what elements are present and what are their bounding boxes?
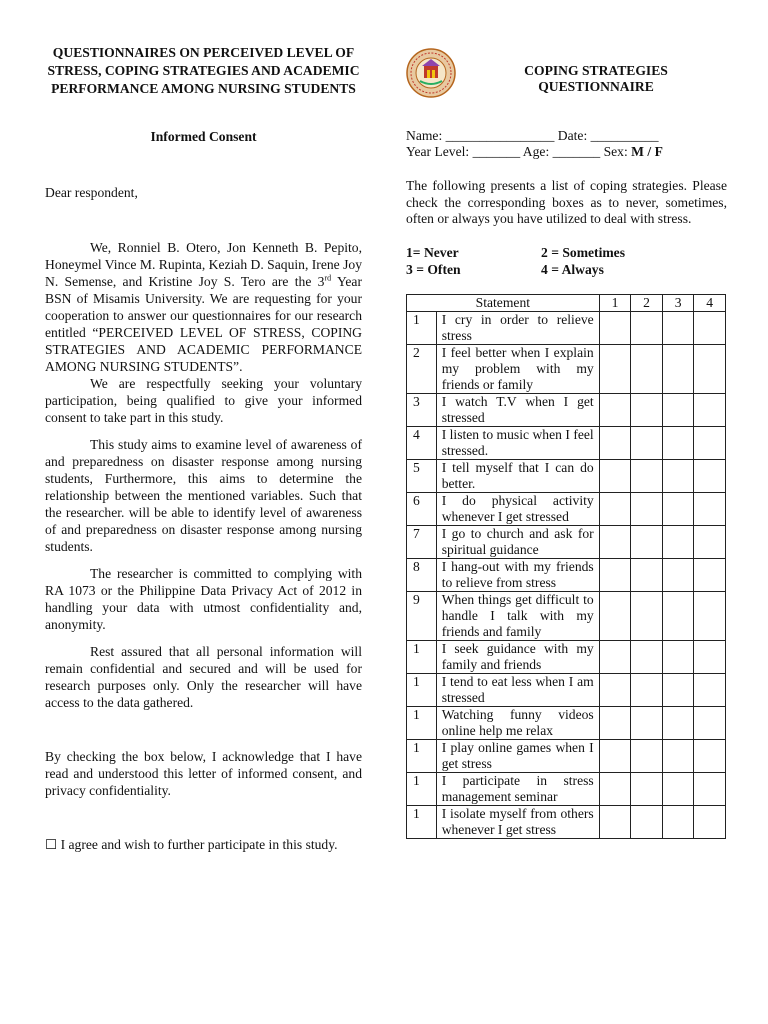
row-statement: I feel better when I explain my problem with my friends or family [436, 344, 599, 393]
rating-cell-4[interactable] [694, 311, 726, 344]
header-statement: Statement [407, 294, 600, 311]
rating-cell-1[interactable] [599, 640, 631, 673]
row-number: 3 [407, 393, 437, 426]
rating-cell-2[interactable] [631, 426, 663, 459]
row-statement: I participate in stress management seminar [436, 772, 599, 805]
p1-superscript: rd [324, 273, 332, 283]
row-statement: I go to church and ask for spiritual guidance [436, 525, 599, 558]
rating-cell-4[interactable] [694, 393, 726, 426]
row-statement: I tell myself that I can do better. [436, 459, 599, 492]
rating-cell-2[interactable] [631, 558, 663, 591]
rating-cell-2[interactable] [631, 673, 663, 706]
rating-cell-2[interactable] [631, 344, 663, 393]
rating-cell-1[interactable] [599, 772, 631, 805]
rating-cell-2[interactable] [631, 591, 663, 640]
rating-cell-4[interactable] [694, 739, 726, 772]
rating-cell-3[interactable] [662, 525, 694, 558]
row-statement: I listen to music when I feel stressed. [436, 426, 599, 459]
row-statement: I hang-out with my friends to relieve from stress [436, 558, 599, 591]
questionnaire-header [406, 48, 727, 108]
row-statement: When things get difficult to handle I talk with my friends and family [436, 591, 599, 640]
row-statement: Watching funny videos online help me relax [436, 706, 599, 739]
row-statement: I seek guidance with my family and friends [436, 640, 599, 673]
rating-cell-3[interactable] [662, 706, 694, 739]
table-row [407, 805, 726, 838]
questionnaire-title-line-2: QUESTIONNAIRE [538, 79, 654, 94]
rating-cell-3[interactable] [662, 558, 694, 591]
row-number: 6 [407, 492, 437, 525]
row-number: 1 [407, 311, 437, 344]
rating-cell-4[interactable] [694, 640, 726, 673]
agree-label: I agree and wish to further participate in this study. [57, 837, 338, 852]
agree-checkbox[interactable]: ☐ [45, 837, 58, 852]
header-4: 4 [694, 294, 726, 311]
table-row [407, 673, 726, 706]
sex-options[interactable]: M / F [631, 144, 663, 159]
questionnaire-column [406, 48, 727, 839]
row-number: 8 [407, 558, 437, 591]
rating-cell-4[interactable] [694, 525, 726, 558]
rating-cell-3[interactable] [662, 344, 694, 393]
row-number: 1 [407, 772, 437, 805]
rating-cell-3[interactable] [662, 393, 694, 426]
coping-strategies-table [406, 294, 726, 839]
consent-paragraph-5: Rest assured that all personal information will remain confidential and secured and will be used for research purposes only. Only the researcher will have access to the data gathered. [45, 644, 362, 710]
rating-scale [406, 244, 727, 278]
rating-cell-3[interactable] [662, 426, 694, 459]
rating-cell-4[interactable] [694, 459, 726, 492]
rating-cell-4[interactable] [694, 591, 726, 640]
rating-cell-3[interactable] [662, 492, 694, 525]
table-row [407, 426, 726, 459]
row-number: 5 [407, 459, 437, 492]
rating-cell-3[interactable] [662, 772, 694, 805]
row-number: 1 [407, 739, 437, 772]
name-date-line[interactable]: Name: ________________ Date: __________ [406, 128, 659, 143]
row-statement: I cry in order to relieve stress [436, 311, 599, 344]
rating-cell-1[interactable] [599, 739, 631, 772]
table-row [407, 344, 726, 393]
row-number: 4 [407, 426, 437, 459]
table-row [407, 772, 726, 805]
rating-cell-4[interactable] [694, 344, 726, 393]
acknowledgement-paragraph: By checking the box below, I acknowledge that I have read and understood this letter of informed consent, and privacy confidentiality. [45, 749, 362, 798]
table-row [407, 393, 726, 426]
table-row [407, 459, 726, 492]
rating-cell-2[interactable] [631, 706, 663, 739]
consent-paragraph-2: We are respectfully seeking your voluntary participation, being qualified to give your informed consent to take part in this study. [45, 376, 362, 425]
table-row [407, 311, 726, 344]
row-statement: I play online games when I get stress [436, 739, 599, 772]
rating-cell-1[interactable] [599, 426, 631, 459]
scale-never: 1= Never [406, 244, 459, 260]
row-statement: I watch T.V when I get stressed [436, 393, 599, 426]
scale-sometimes: 2 = Sometimes [541, 244, 626, 260]
questionnaire-intro: The following presents a list of coping strategies. Please check the corresponding boxes as to never, sometimes, often or always you have utilized to deal with stress. [406, 178, 727, 226]
row-number: 7 [407, 525, 437, 558]
rating-cell-2[interactable] [631, 739, 663, 772]
rating-cell-2[interactable] [631, 525, 663, 558]
rating-cell-1[interactable] [599, 558, 631, 591]
rating-cell-3[interactable] [662, 640, 694, 673]
header-2: 2 [631, 294, 663, 311]
year-age-text: Year Level: _______ Age: _______ Sex: [406, 144, 628, 159]
row-statement: I isolate myself from others whenever I get stress [436, 805, 599, 838]
table-row [407, 640, 726, 673]
agree-option[interactable] [45, 836, 362, 853]
rating-cell-2[interactable] [631, 311, 663, 344]
rating-cell-4[interactable] [694, 772, 726, 805]
rating-cell-3[interactable] [662, 459, 694, 492]
rating-cell-2[interactable] [631, 459, 663, 492]
header-3: 3 [662, 294, 694, 311]
rating-cell-4[interactable] [694, 492, 726, 525]
rating-cell-2[interactable] [631, 393, 663, 426]
row-number: 1 [407, 706, 437, 739]
table-row [407, 739, 726, 772]
rating-cell-1[interactable] [599, 311, 631, 344]
rating-cell-4[interactable] [694, 426, 726, 459]
questionnaire-title [466, 63, 726, 95]
informed-consent-column [45, 44, 362, 853]
header-1: 1 [599, 294, 631, 311]
rating-cell-1[interactable] [599, 591, 631, 640]
rating-cell-3[interactable] [662, 673, 694, 706]
rating-cell-3[interactable] [662, 805, 694, 838]
table-row [407, 525, 726, 558]
rating-cell-1[interactable] [599, 459, 631, 492]
rating-cell-1[interactable] [599, 673, 631, 706]
table-row [407, 558, 726, 591]
rating-cell-1[interactable] [599, 492, 631, 525]
p1-text-b: Year BSN of Misamis University. We are requesting for your cooperation to answer our questionnaires for our research entitled “PERCEIVED LEVEL OF STRESS, COPING STRATEGIES AND ACADEMIC PERFORMANCE AMONG NURSING STUDENTS”. [45, 274, 362, 374]
table-row [407, 492, 726, 525]
row-number: 1 [407, 640, 437, 673]
rating-cell-4[interactable] [694, 558, 726, 591]
rating-cell-1[interactable] [599, 805, 631, 838]
rating-cell-3[interactable] [662, 591, 694, 640]
consent-paragraph-3: This study aims to examine level of awareness of and preparedness on disaster response among nursing students, Furthermore, this aims to determine the relationship between the mentioned variables. Such that the researcher. will be able to identify level of awareness of and preparedness on disaster response among nursing students. [45, 437, 362, 554]
questionnaire-title-line-1: COPING STRATEGIES [524, 63, 668, 78]
rating-cell-1[interactable] [599, 706, 631, 739]
rating-cell-2[interactable] [631, 772, 663, 805]
scale-often: 3 = Often [406, 261, 461, 277]
rating-cell-3[interactable] [662, 739, 694, 772]
rating-cell-2[interactable] [631, 805, 663, 838]
document-title: QUESTIONNAIRES ON PERCEIVED LEVEL OF STRESS, COPING STRATEGIES AND ACADEMIC PERFORMANCE AMONG NURSING STUDENTS [47, 45, 360, 96]
rating-cell-4[interactable] [694, 673, 726, 706]
consent-heading: Informed Consent [150, 129, 257, 144]
row-statement: I do physical activity whenever I get stressed [436, 492, 599, 525]
rating-cell-1[interactable] [599, 525, 631, 558]
rating-cell-3[interactable] [662, 311, 694, 344]
rating-cell-2[interactable] [631, 492, 663, 525]
scale-always: 4 = Always [541, 261, 604, 277]
table-header-row [407, 294, 726, 311]
university-seal-icon [406, 48, 456, 98]
row-number: 1 [407, 673, 437, 706]
row-number: 2 [407, 344, 437, 393]
year-age-sex-line[interactable] [406, 144, 727, 160]
row-statement: I tend to eat less when I am stressed [436, 673, 599, 706]
table-row [407, 706, 726, 739]
rating-cell-4[interactable] [694, 805, 726, 838]
row-number: 9 [407, 591, 437, 640]
rating-cell-1[interactable] [599, 344, 631, 393]
rating-cell-4[interactable] [694, 706, 726, 739]
rating-cell-1[interactable] [599, 393, 631, 426]
table-row [407, 591, 726, 640]
rating-cell-2[interactable] [631, 640, 663, 673]
consent-paragraph-4: The researcher is committed to complying with RA 1073 or the Philippine Data Privacy Act of 2012 in handling your data with utmost confidentiality and, anonymity. [45, 566, 362, 632]
row-number: 1 [407, 805, 437, 838]
consent-paragraph-1 [45, 239, 362, 375]
respondent-fields [406, 128, 727, 160]
salutation: Dear respondent, [45, 185, 138, 200]
p1-text-a: We, Ronniel B. Otero, Jon Kenneth B. Pepito, Honeymel Vince M. Rupinta, Keziah D. Saquin, Irene Joy N. Semense, and Kristine Joy S. Tero are the 3 [45, 240, 362, 289]
